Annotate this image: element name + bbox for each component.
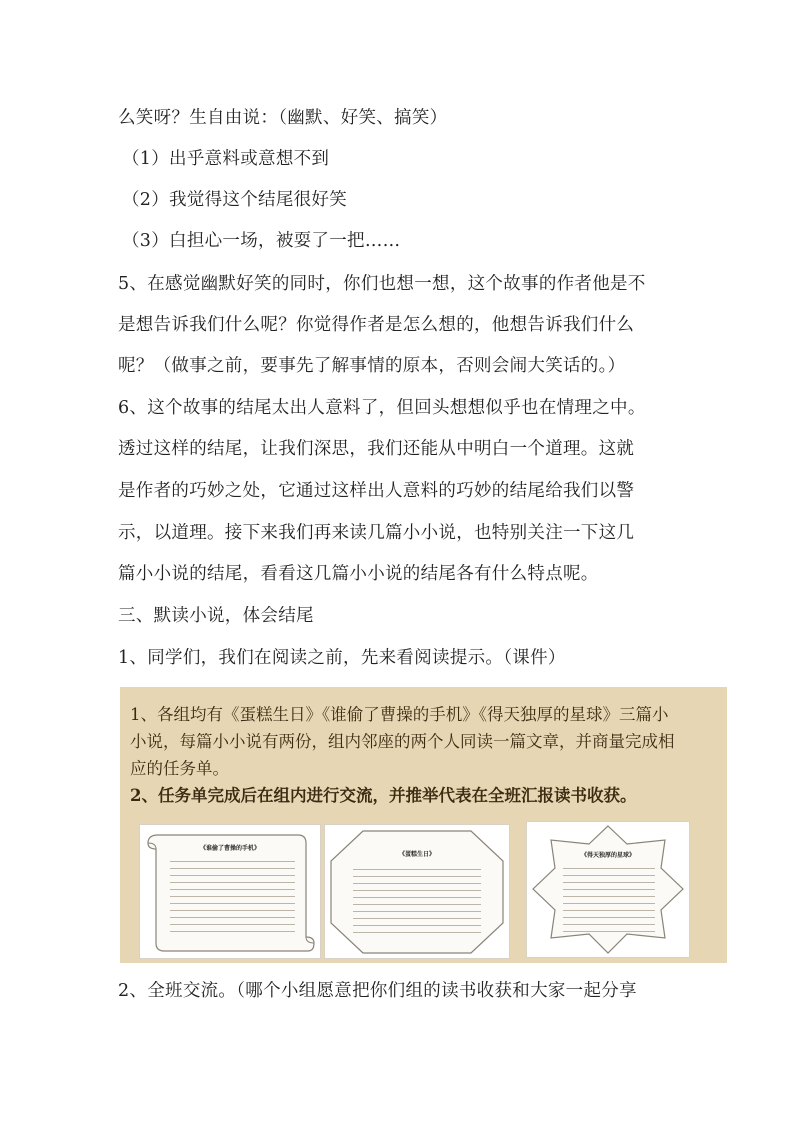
- paragraph-line: 篇小小说的结尾，看看这几篇小小说的结尾各有什么特点呢。: [118, 564, 599, 584]
- paragraph-line: （2）我觉得这个结尾很好笑: [122, 190, 348, 210]
- paragraph-line: 5、在感觉幽默好笑的同时，你们也想一想，这个故事的作者他是不: [118, 274, 646, 294]
- panel-line: 应的任务单。: [130, 759, 229, 778]
- paragraph-line: （1）出乎意料或意想不到: [122, 149, 330, 169]
- paragraph-line: 透过这样的结尾，让我们深思，我们还能从中明白一个道理。这就: [118, 439, 635, 459]
- paragraph-line: 呢？（做事之前，要事先了解事情的原本，否则会闹大笑话的。）: [118, 356, 626, 376]
- worksheet-card-star: [527, 822, 689, 957]
- card-text-lines: [563, 868, 655, 938]
- card-title: 《蛋糕生日》: [398, 851, 435, 858]
- card-text-lines: [170, 861, 295, 938]
- paragraph-line: 2、全班交流。（哪个小组愿意把你们组的读书收获和大家一起分享: [118, 981, 637, 1001]
- paragraph-line: 示，以道理。接下来我们再来读几篇小小说，也特别关注一下这几: [118, 523, 635, 543]
- section-heading: 三、默读小说，体会结尾: [118, 606, 314, 626]
- paragraph-line: （3）白担心一场，被耍了一把……: [122, 231, 401, 251]
- paragraph-line: 是作者的巧妙之处，它通过这样出人意料的巧妙的结尾给我们以警: [118, 481, 635, 501]
- paragraph-line: 是想告诉我们什么呢？你觉得作者是怎么想的，他想告诉我们什么: [118, 315, 635, 335]
- card-text-lines: [353, 869, 481, 939]
- worksheet-card-scroll: [140, 825, 320, 958]
- panel-line: 1、各组均有《蛋糕生日》《谁偷了曹操的手机》《得天独厚的星球》三篇小: [130, 705, 669, 724]
- panel-line: 小说，每篇小小说有两份，组内邻座的两个人同读一篇文章，并商量完成相: [130, 732, 675, 751]
- card-title: 《谁偷了曹操的手机》: [199, 845, 260, 852]
- panel-line: 2、任务单完成后在组内进行交流，并推举代表在全班汇报读书收获。: [130, 786, 637, 805]
- paragraph-line: 6、这个故事的结尾太出人意料了，但回头想想似乎也在情理之中。: [118, 398, 646, 418]
- paragraph-line: 1、同学们，我们在阅读之前，先来看阅读提示。（课件）: [118, 648, 566, 668]
- card-title: 《得天独厚的星球》: [580, 852, 635, 859]
- worksheet-card-octagon: [325, 825, 509, 958]
- reading-tip-panel: [120, 687, 727, 963]
- paragraph-line: 么笑呀？生自由说：（幽默、好笑、搞笑）: [118, 108, 448, 128]
